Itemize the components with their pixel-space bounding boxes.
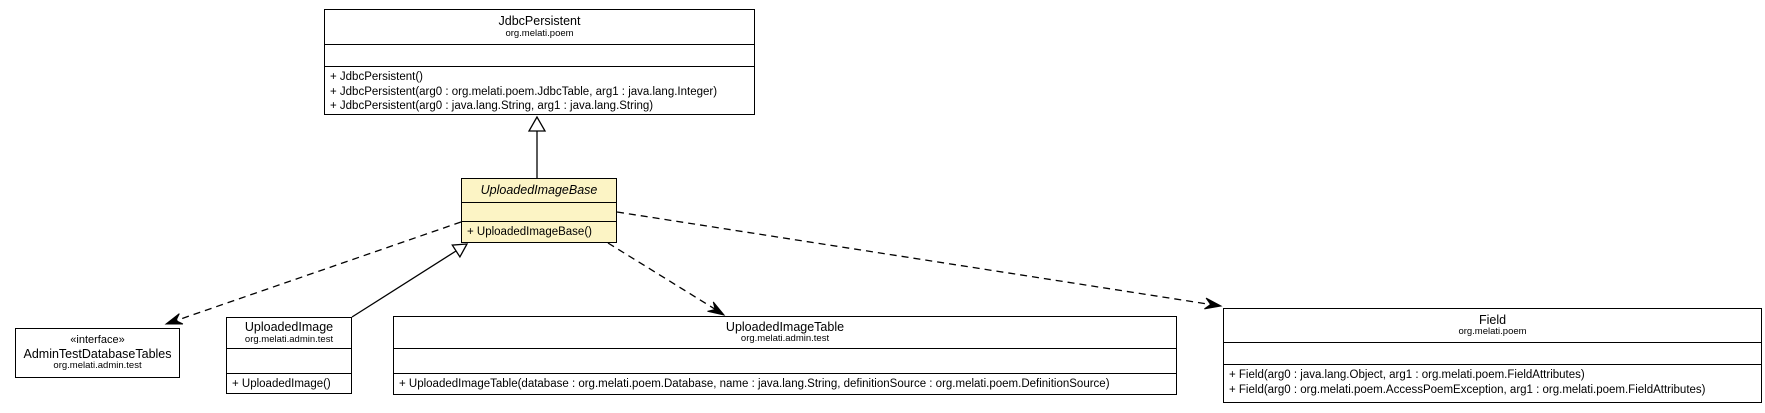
class-package: org.melati.admin.test xyxy=(53,360,142,372)
class-package: org.melati.admin.test xyxy=(740,333,830,345)
arrowhead-icon xyxy=(166,314,183,324)
class-name: UploadedImageTable xyxy=(725,319,845,334)
class-box-jdbcpersistent[interactable] xyxy=(324,9,755,115)
attributes-compartment xyxy=(394,348,1176,373)
method-label: + Field(arg0 : java.lang.Object, arg1 : org.melati.poem.FieldAttributes) xyxy=(1229,369,1585,381)
class-title-compartment xyxy=(16,329,179,377)
class-title-compartment xyxy=(462,179,616,202)
method-label: + Field(arg0 : org.melati.poem.AccessPoemException, arg1 : org.melati.poem.FieldAttributes) xyxy=(1229,383,1706,396)
edge-generalization-uploadedimagebase-jdbcpersistent xyxy=(529,117,545,178)
methods-compartment xyxy=(1224,364,1761,402)
class-box-field[interactable] xyxy=(1223,308,1762,403)
class-title-compartment xyxy=(227,318,351,348)
class-box-uploadedimagebase[interactable] xyxy=(461,178,617,243)
class-title-compartment xyxy=(325,10,754,44)
class-package: org.melati.poem xyxy=(1458,326,1527,338)
edge-dependency-uploadedimagebase-admintestdatabasetables xyxy=(166,222,461,324)
methods-compartment xyxy=(462,221,616,242)
class-package: org.melati.poem xyxy=(505,27,574,39)
hollow-triangle-icon xyxy=(452,244,467,257)
class-title-compartment xyxy=(394,317,1176,348)
class-name: UploadedImageBase xyxy=(480,183,598,198)
hollow-triangle-icon xyxy=(529,117,545,131)
attributes-compartment xyxy=(462,202,616,221)
method-label: + UploadedImage() xyxy=(232,378,331,390)
class-name: Field xyxy=(1478,312,1507,327)
class-box-uploadedimagetable[interactable] xyxy=(393,316,1177,395)
method-label: + JdbcPersistent(arg0 : java.lang.String, arg1 : java.lang.String) xyxy=(330,100,654,112)
method-label: + UploadedImageBase() xyxy=(467,226,592,238)
methods-compartment xyxy=(227,373,351,393)
class-name: JdbcPersistent xyxy=(498,14,581,29)
class-box-uploadedimage[interactable] xyxy=(226,317,352,394)
methods-compartment xyxy=(325,66,754,114)
class-package: org.melati.admin.test xyxy=(244,333,334,345)
edge-generalization-uploadedimage-uploadedimagebase xyxy=(352,244,467,317)
arrowhead-icon xyxy=(708,302,725,315)
class-box-admintestdatabasetables[interactable] xyxy=(15,328,180,378)
class-name: UploadedImage xyxy=(244,320,334,335)
class-name: AdminTestDatabaseTables xyxy=(23,346,172,361)
attributes-compartment xyxy=(227,348,351,373)
class-title-compartment xyxy=(1224,309,1761,342)
edge-dependency-uploadedimagebase-field xyxy=(617,212,1221,309)
edge-dependency-uploadedimagebase-uploadedimagetable xyxy=(608,243,724,315)
method-label: + JdbcPersistent(arg0 : org.melati.poem.JdbcTable, arg1 : java.lang.Integer) xyxy=(330,85,718,98)
attributes-compartment xyxy=(325,44,754,66)
methods-compartment xyxy=(394,373,1176,394)
method-label: + UploadedImageTable(database : org.melati.poem.Database, name : java.lang.String, definitionSource : org.melati.poem.DefinitionSource) xyxy=(399,378,1110,390)
stereotype-label: «interface» xyxy=(70,334,125,347)
arrowhead-icon xyxy=(1204,298,1221,309)
method-label: + JdbcPersistent() xyxy=(330,71,423,83)
attributes-compartment xyxy=(1224,342,1761,364)
